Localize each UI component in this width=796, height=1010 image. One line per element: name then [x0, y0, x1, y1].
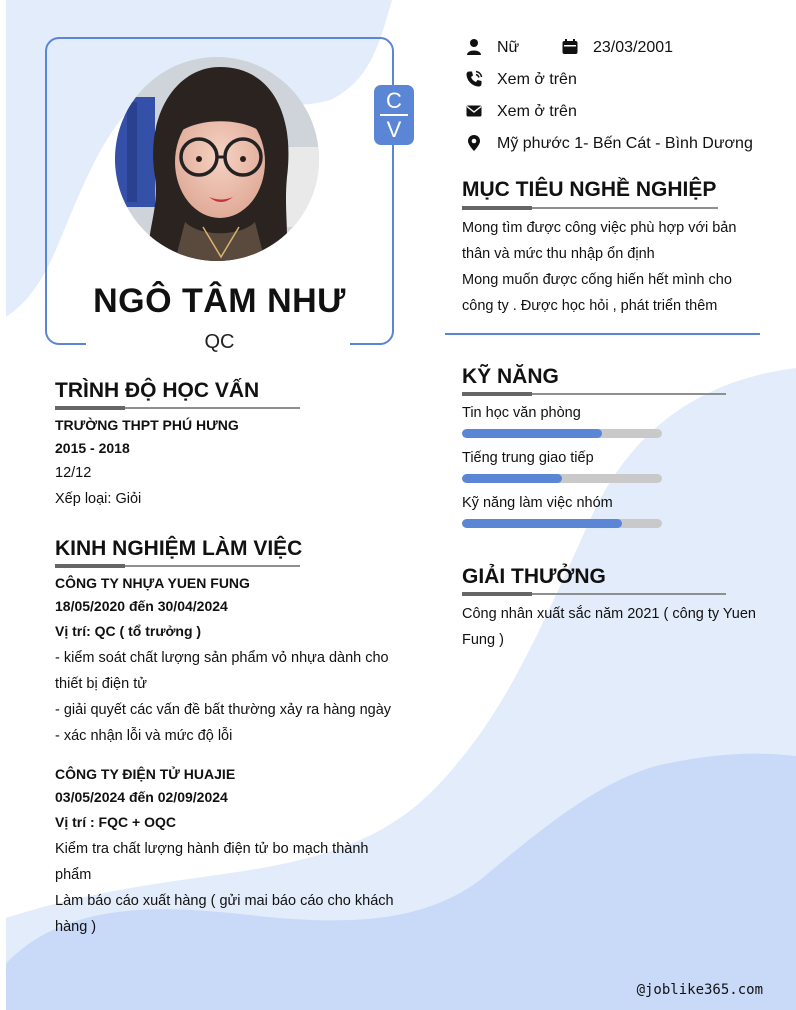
birthday-text: 23/03/2001	[593, 39, 674, 56]
school-grade: 12/12	[55, 465, 92, 481]
gender-text: Nữ	[497, 39, 520, 56]
candidate-position: QC	[204, 331, 235, 353]
job-period: 03/05/2024 đến 02/09/2024	[55, 789, 228, 805]
objective-line: Mong muốn được cống hiến hết mình cho	[462, 272, 732, 288]
job-role: Vị trí : FQC + OQC	[55, 814, 176, 830]
calendar-icon	[561, 38, 579, 56]
skill-bar	[462, 429, 662, 438]
job-line: Làm báo cáo xuất hàng ( gửi mai báo cáo cho khách	[55, 893, 394, 909]
skills-title: KỸ NĂNG	[462, 365, 559, 388]
address-text: Mỹ phước 1- Bến Cát - Bình Dương	[497, 135, 753, 152]
cv-badge-bottom: V	[386, 117, 402, 142]
email-text: Xem ở trên	[497, 103, 577, 120]
location-pin-icon	[465, 134, 483, 152]
phone-text: Xem ở trên	[497, 71, 577, 88]
award-line: Fung )	[462, 632, 504, 648]
education-title: TRÌNH ĐỘ HỌC VẤN	[55, 379, 260, 402]
awards-underline	[462, 593, 726, 595]
cv-badge-divider	[380, 114, 408, 116]
objective-line: thân và mức thu nhập ổn định	[462, 246, 655, 262]
experience-title: KINH NGHIỆM LÀM VIỆC	[55, 537, 303, 560]
candidate-name: NGÔ TÂM NHƯ	[93, 282, 346, 320]
objective-line: Mong tìm được công việc phù hợp với bản	[462, 220, 737, 236]
job-company: CÔNG TY NHỰA YUEN FUNG	[55, 575, 250, 591]
job-line: thiết bị điện tử	[55, 676, 147, 692]
job-line: phẩm	[55, 867, 92, 883]
education-underline	[55, 407, 300, 409]
job-line: hàng )	[55, 919, 97, 935]
job-description	[55, 836, 395, 940]
cv-badge	[374, 85, 414, 145]
skill-bar	[462, 519, 662, 528]
cv-badge-top: C	[386, 88, 402, 113]
job-line: - giải quyết các vấn đề bất thường xảy ra hàng ngày	[55, 702, 392, 718]
skill-bar-fill	[462, 474, 562, 483]
objective-divider	[445, 333, 760, 335]
job-role: Vị trí: QC ( tổ trưởng )	[55, 623, 202, 639]
skills-underline	[462, 393, 726, 395]
school-name: TRƯỜNG THPT PHÚ HƯNG	[55, 417, 239, 433]
job-line: - kiểm soát chất lượng sản phẩm vỏ nhựa dành cho	[55, 650, 389, 666]
envelope-icon	[465, 102, 483, 120]
job-line: Kiểm tra chất lượng hành điện tử bo mạch thành	[55, 841, 369, 857]
job-line: - xác nhận lỗi và mức độ lỗi	[55, 728, 233, 744]
school-rank: Xếp loại: Giỏi	[55, 491, 142, 507]
footer-site: @joblike365.com	[636, 982, 763, 998]
skill-bar	[462, 474, 662, 483]
objective-line: công ty . Được học hỏi , phát triển thêm	[462, 298, 718, 314]
skill-label: Kỹ năng làm việc nhóm	[462, 495, 613, 511]
skill-label: Tin học văn phòng	[462, 405, 581, 421]
job-company: CÔNG TY ĐIỆN TỬ HUAJIE	[55, 766, 236, 782]
skill-label: Tiếng trung giao tiếp	[462, 450, 594, 466]
experience-underline	[55, 565, 300, 567]
award-line: Công nhân xuất sắc năm 2021 ( công ty Yuen	[462, 606, 756, 622]
school-period: 2015 - 2018	[55, 440, 130, 456]
objective-text	[462, 215, 750, 319]
objective-title: MỤC TIÊU NGHỀ NGHIỆP	[462, 178, 717, 201]
job-description	[55, 645, 395, 749]
skill-bar-fill	[462, 519, 622, 528]
awards-text	[462, 601, 760, 653]
phone-icon	[465, 70, 483, 88]
job-period: 18/05/2020 đến 30/04/2024	[55, 598, 228, 614]
left-margin-strip	[0, 0, 6, 1010]
avatar-photo	[115, 57, 319, 261]
user-icon	[465, 38, 483, 56]
skill-bar-fill	[462, 429, 602, 438]
awards-title: GIẢI THƯỞNG	[462, 565, 606, 588]
objective-underline	[462, 207, 718, 209]
